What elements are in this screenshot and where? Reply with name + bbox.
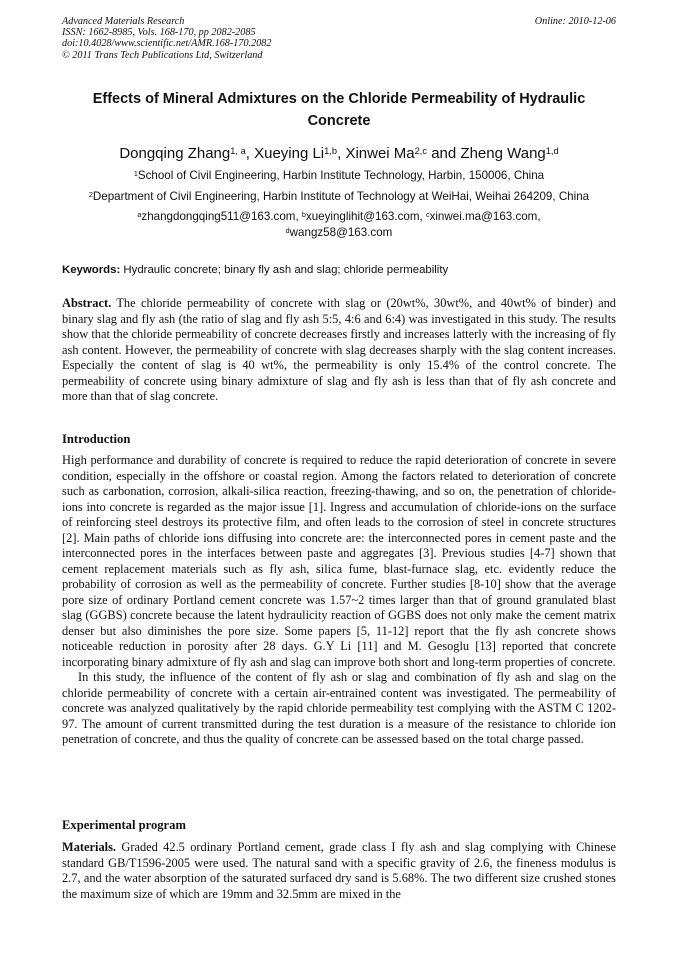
author-name: Xueying Li (254, 145, 325, 162)
email-sup: b (301, 210, 306, 220)
author-sup: 1,b (324, 146, 338, 157)
abstract (62, 296, 616, 405)
journal-meta (62, 16, 271, 61)
author-list (62, 144, 616, 165)
introduction-body (62, 453, 616, 748)
author-name: Zheng Wang (460, 145, 546, 162)
email-sup: d (285, 226, 290, 236)
author-sup: 1,d (545, 146, 559, 157)
materials-label: Materials. (62, 840, 117, 854)
introduction-heading: Introduction (62, 432, 131, 446)
author-separator: , (245, 145, 255, 162)
email-sup: c (425, 210, 430, 220)
issn-line: ISSN: 1662-8985, Vols. 168-170, pp 2082-2085 (62, 27, 256, 39)
email-address: zhangdongqing511@163.com (141, 210, 296, 223)
keywords (62, 263, 616, 277)
keywords-label: Keywords: (62, 264, 121, 276)
doi-line: doi:10.4028/www.scientific.net/AMR.168-170.2082 (62, 38, 272, 50)
materials-text: Graded 42.5 ordinary Portland cement, grade class I fly ash and slag complying with Chinese standard GB/T1596-2005 were used. The natural sand with a specific gravity of 2.6, the fineness modulus is 2.7, and the water absorption of the saturated surfaced dry sand is 5.68%. The two different size crushed stones the maximum size of which are 19mm and 32.5mm are mixed in the (62, 840, 617, 901)
author-separator: , (337, 145, 346, 162)
author-name: Xinwei Ma (345, 145, 415, 162)
affiliation-sup: 2 (88, 190, 93, 200)
author-sup: 1, a (230, 146, 246, 157)
experimental-heading: Experimental program (62, 818, 186, 832)
online-date: Online: 2010-12-06 (534, 16, 616, 27)
email-address: xueyinglihit@163.com (305, 210, 420, 223)
author-separator: and (427, 145, 461, 162)
copyright-line: © 2011 Trans Tech Publications Ltd, Switzerland (62, 49, 263, 61)
abstract-text: The chloride permeability of concrete with slag or (20wt%, 30wt%, and 40wt% of binder) and binary slag and fly ash (the ratio of slag and fly ash 5:5, 4:6 and 6:4) was investigated in this study. The results show that the chloride permeability of concrete decreases firstly and increases latterly with the increasing of fly ash content. However, the permeability of concrete with slag decreases sharply with the slag content increases. Especially the content of slag is 40 wt%, the permeability is only 15.4% of the control concrete. The permeability of concrete using binary admixture of slag and fly ash is less than that of fly ash concrete and more than that of slag concrete. (62, 296, 616, 403)
affiliation-2 (56, 190, 622, 205)
materials-section (62, 840, 616, 902)
affiliation-sup: 1 (133, 169, 138, 179)
affiliation-text: Department of Civil Engineering, Harbin Institute of Technology at WeiHai, Weihai 264209, China (92, 190, 590, 203)
introduction-paragraph-1: High performance and durability of concrete is required to reduce the rapid deterioration of concrete in severe condition, especially in the offshore or coastal region. Among the factors related to deterioration of concrete such as carbonation, corrosion, alkali-silica reaction, freezing-thawing, and so on, the penetration of chloride-ions into concrete is regarded as the major issue [1]. Ingress and accumulation of chloride-ions on the surface of reinforcing steel destroys its protective film, and often leads to the corrosion of steel in concrete structures [2]. Main paths of chloride ions diffusing into concrete are: the interconnected pores in cement paste and the interconnected pores in the interfaces between paste and aggregates [3]. Previous studies [4-7] shown that cement replacement materials such as fly ash, silica fume, blast-furnace slag, etc. evidently reduce the probability of corrosion as well as the permeability of concrete. Further studies [8-10] show that the average pore size of ordinary Portland cement concrete was 1.57~2 times larger than that of ground granulated blast slag (GGBS) concrete because the latent hydraulicity reaction of GGBS does not only make the cement matrix denser but also diminishes the pore size. Some papers [5, 11-12] report that the fly ash concrete shows noticeable reduction in porosity after 28 days. G.Y Li [11] and M. Gesoglu [13] reported that concrete incorporating binary admixture of fly ash and slag can improve both short and long-term properties of concrete. (62, 453, 616, 669)
author-sup: 2,c (414, 146, 428, 157)
email-address: wangz58@163.com (289, 226, 393, 239)
author-name: Dongqing Zhang (119, 145, 231, 162)
abstract-label: Abstract. (62, 296, 112, 310)
journal-name: Advanced Materials Research (62, 16, 185, 27)
affiliation-1 (56, 169, 622, 184)
email-address: xinwei.ma@163.com (429, 210, 538, 223)
affiliation-text: School of Civil Engineering, Harbin Institute Technology, Harbin, 150006, China (137, 169, 545, 182)
paper-title: Effects of Mineral Admixtures on the Chloride Permeability of Hydraulic Concrete (92, 91, 586, 129)
email-sup: a (137, 210, 142, 220)
keywords-text: Hydraulic concrete; binary fly ash and slag; chloride permeability (123, 264, 449, 276)
email-list: $^a$zhangdongqing511@163.com, $^b$xueyinglihit@163.com, $^c$xinwei.ma@163.com, $^d$wangz58@163.com (137, 210, 541, 239)
introduction-paragraph-2: In this study, the influence of the content of fly ash or slag and combination of fly ash and slag on the chloride permeability of concrete with a certain air-entrained content was investigated. The permeability of concrete was analyzed qualitatively by the rapid chloride permeability test complying with the ASTM C 1202-97. The amount of current transmitted during the test duration is a measure of the resistance to chloride ion penetration of concrete, and thus the quality of concrete can be assessed based on the total charge passed. (62, 670, 616, 746)
